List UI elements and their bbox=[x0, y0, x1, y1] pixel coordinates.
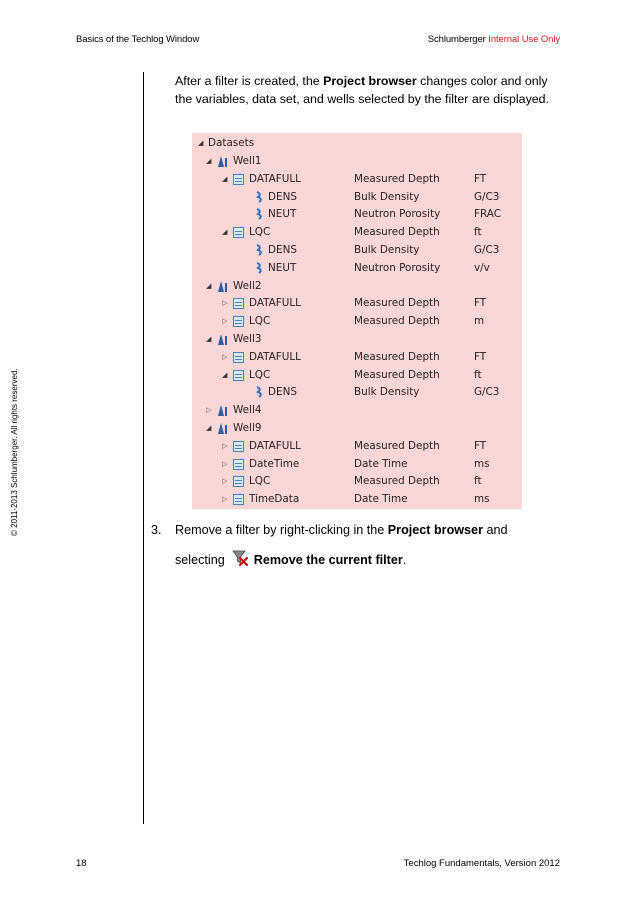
page-number: 18 bbox=[76, 858, 87, 869]
tree-root-datasets[interactable] bbox=[192, 135, 522, 152]
tree-item-name: DATAFULL bbox=[249, 297, 301, 310]
tree-item-unit: m bbox=[474, 315, 485, 328]
tree-item-name: Well4 bbox=[233, 404, 262, 417]
tree-item-unit: ms bbox=[474, 457, 490, 470]
intro-text-1: After a filter is created, the bbox=[175, 74, 324, 88]
tree-item-unit: G/C3 bbox=[474, 244, 500, 256]
tree-item-description: Neutron Porosity bbox=[354, 208, 441, 221]
step-3-period: . bbox=[402, 553, 407, 567]
tree-row-var[interactable] bbox=[192, 242, 522, 259]
variable-icon bbox=[255, 244, 265, 256]
tree-row-set[interactable] bbox=[192, 456, 522, 473]
tree-row-set[interactable] bbox=[192, 438, 522, 455]
variable-icon bbox=[255, 386, 265, 398]
tree-item-name: Well2 bbox=[233, 279, 262, 292]
expander-closed-icon[interactable]: ▷ bbox=[222, 459, 228, 468]
footer-doc-title: Techlog Fundamentals, Version 2012 bbox=[403, 858, 560, 869]
tree-row-well[interactable] bbox=[192, 331, 522, 348]
tree-item-unit: FT bbox=[474, 297, 487, 310]
tree-item-description: Bulk Density bbox=[354, 386, 420, 399]
step-3-selecting: selecting bbox=[175, 553, 225, 567]
header-company: Schlumberger bbox=[427, 34, 486, 45]
remove-filter-label: Remove the current filter bbox=[253, 553, 403, 567]
tree-item-description: Measured Depth bbox=[354, 172, 440, 185]
tree-item-name: LQC bbox=[249, 475, 271, 488]
tree-item-description: Neutron Porosity bbox=[354, 261, 441, 274]
project-browser-tree bbox=[192, 133, 522, 509]
tree-item-name: Well3 bbox=[233, 333, 262, 345]
tree-item-name: NEUT bbox=[268, 208, 297, 221]
dataset-icon bbox=[233, 352, 244, 363]
well-icon bbox=[217, 333, 229, 345]
tree-item-unit: FRAC bbox=[474, 208, 501, 221]
step-3-bold-term: Project browser bbox=[387, 523, 483, 537]
intro-bold-term: Project browser bbox=[323, 74, 417, 88]
intro-text-2: changes color and only the variables, data set, and wells selected by the filter are displayed. bbox=[175, 74, 549, 106]
expander-open-icon[interactable]: ◢ bbox=[198, 139, 204, 147]
expander-open-icon[interactable]: ◢ bbox=[206, 281, 212, 290]
tree-item-name: TimeData bbox=[249, 493, 300, 506]
tree-item-description: Bulk Density bbox=[354, 190, 420, 203]
header-classification bbox=[428, 34, 560, 45]
tree-row-set[interactable] bbox=[192, 367, 522, 384]
tree-row-set[interactable] bbox=[192, 313, 522, 330]
tree-row-set[interactable] bbox=[192, 224, 522, 241]
remove-filter-icon bbox=[232, 549, 248, 567]
step-3-text: Remove a filter by right-clicking in the bbox=[175, 523, 388, 537]
tree-item-name: DENS bbox=[268, 386, 297, 399]
tree-item-description: Date Time bbox=[354, 493, 408, 506]
well-icon bbox=[217, 422, 229, 434]
tree-row-var[interactable] bbox=[192, 189, 522, 206]
step-3-line-2 bbox=[175, 549, 406, 570]
header-section-title: Basics of the Techlog Window bbox=[76, 34, 200, 45]
well-icon bbox=[217, 155, 229, 167]
tree-row-var[interactable] bbox=[192, 260, 522, 277]
dataset-icon bbox=[233, 298, 244, 309]
step-3-line-1 bbox=[175, 521, 507, 540]
expander-closed-icon[interactable]: ▷ bbox=[222, 441, 228, 450]
tree-item-name: LQC bbox=[249, 226, 271, 239]
expander-open-icon[interactable]: ◢ bbox=[222, 228, 228, 237]
tree-item-unit: FT bbox=[474, 172, 487, 185]
tree-row-set[interactable] bbox=[192, 491, 522, 508]
tree-item-unit: ft bbox=[474, 475, 482, 488]
expander-open-icon[interactable]: ◢ bbox=[206, 157, 212, 165]
step-3-text-end: and bbox=[482, 523, 508, 537]
dataset-icon bbox=[233, 441, 244, 452]
dataset-icon bbox=[233, 227, 244, 238]
tree-item-description: Measured Depth bbox=[354, 350, 440, 363]
tree-item-name: DATAFULL bbox=[249, 350, 301, 363]
tree-row-var[interactable] bbox=[192, 206, 522, 223]
tree-item-unit: G/C3 bbox=[474, 190, 500, 203]
well-icon bbox=[217, 404, 229, 416]
tree-item-unit: G/C3 bbox=[474, 386, 500, 399]
expander-closed-icon[interactable]: ▷ bbox=[206, 406, 212, 415]
expander-closed-icon[interactable]: ▷ bbox=[222, 352, 228, 361]
tree-item-name: DATAFULL bbox=[249, 439, 301, 452]
tree-item-description: Measured Depth bbox=[354, 475, 440, 488]
expander-open-icon[interactable]: ◢ bbox=[222, 174, 228, 183]
tree-item-unit: ms bbox=[474, 493, 490, 506]
expander-open-icon[interactable]: ◢ bbox=[222, 370, 228, 379]
tree-row-var[interactable] bbox=[192, 384, 522, 401]
tree-item-name: LQC bbox=[249, 315, 271, 328]
dataset-icon bbox=[233, 459, 244, 470]
dataset-icon bbox=[233, 494, 244, 505]
expander-closed-icon[interactable]: ▷ bbox=[222, 299, 228, 308]
tree-item-description: Date Time bbox=[354, 457, 408, 470]
header-internal-use: Internal Use Only bbox=[488, 34, 560, 45]
well-icon bbox=[217, 280, 229, 292]
tree-item-name: DENS bbox=[268, 190, 297, 203]
tree-item-name: DateTime bbox=[249, 457, 300, 470]
tree-row-set[interactable] bbox=[192, 171, 522, 188]
dataset-icon bbox=[233, 174, 244, 185]
variable-icon bbox=[255, 208, 265, 220]
expander-open-icon[interactable]: ◢ bbox=[206, 335, 212, 343]
expander-closed-icon[interactable]: ▷ bbox=[222, 317, 228, 326]
margin-rule bbox=[143, 72, 144, 824]
intro-paragraph bbox=[175, 72, 555, 108]
tree-row-well[interactable] bbox=[192, 153, 522, 170]
side-copyright: © 2011-2013 Schlumberger. All rights reserved. bbox=[10, 368, 19, 536]
dataset-icon bbox=[233, 476, 244, 487]
tree-item-description: Measured Depth bbox=[354, 315, 440, 328]
tree-item-unit: ft bbox=[474, 368, 482, 381]
expander-closed-icon[interactable]: ▷ bbox=[222, 477, 228, 486]
dataset-icon bbox=[233, 370, 244, 381]
tree-row-well[interactable] bbox=[192, 402, 522, 419]
tree-item-unit: ft bbox=[474, 226, 482, 239]
tree-item-unit: FT bbox=[474, 439, 487, 452]
step-number: 3. bbox=[151, 523, 162, 537]
tree-item-name: Well9 bbox=[233, 422, 262, 434]
tree-item-unit: v/v bbox=[474, 261, 490, 274]
tree-row-well[interactable] bbox=[192, 420, 522, 437]
expander-open-icon[interactable]: ◢ bbox=[206, 424, 212, 432]
variable-icon bbox=[255, 191, 265, 203]
tree-item-description: Bulk Density bbox=[354, 244, 420, 256]
tree-item-description: Measured Depth bbox=[354, 439, 440, 452]
tree-item-name: DENS bbox=[268, 244, 297, 256]
tree-root-label: Datasets bbox=[208, 137, 255, 149]
tree-row-well[interactable] bbox=[192, 278, 522, 295]
variable-icon bbox=[255, 262, 265, 274]
tree-item-description: Measured Depth bbox=[354, 368, 440, 381]
tree-item-description: Measured Depth bbox=[354, 226, 440, 239]
tree-row-set[interactable] bbox=[192, 473, 522, 490]
dataset-icon bbox=[233, 316, 244, 327]
tree-item-name: DATAFULL bbox=[249, 172, 301, 185]
tree-item-unit: FT bbox=[474, 350, 487, 363]
tree-item-name: LQC bbox=[249, 368, 271, 381]
tree-row-set[interactable] bbox=[192, 349, 522, 366]
tree-row-set[interactable] bbox=[192, 295, 522, 312]
tree-item-name: Well1 bbox=[233, 155, 262, 167]
tree-item-description: Measured Depth bbox=[354, 297, 440, 310]
expander-closed-icon[interactable]: ▷ bbox=[222, 495, 228, 504]
tree-item-name: NEUT bbox=[268, 261, 297, 274]
